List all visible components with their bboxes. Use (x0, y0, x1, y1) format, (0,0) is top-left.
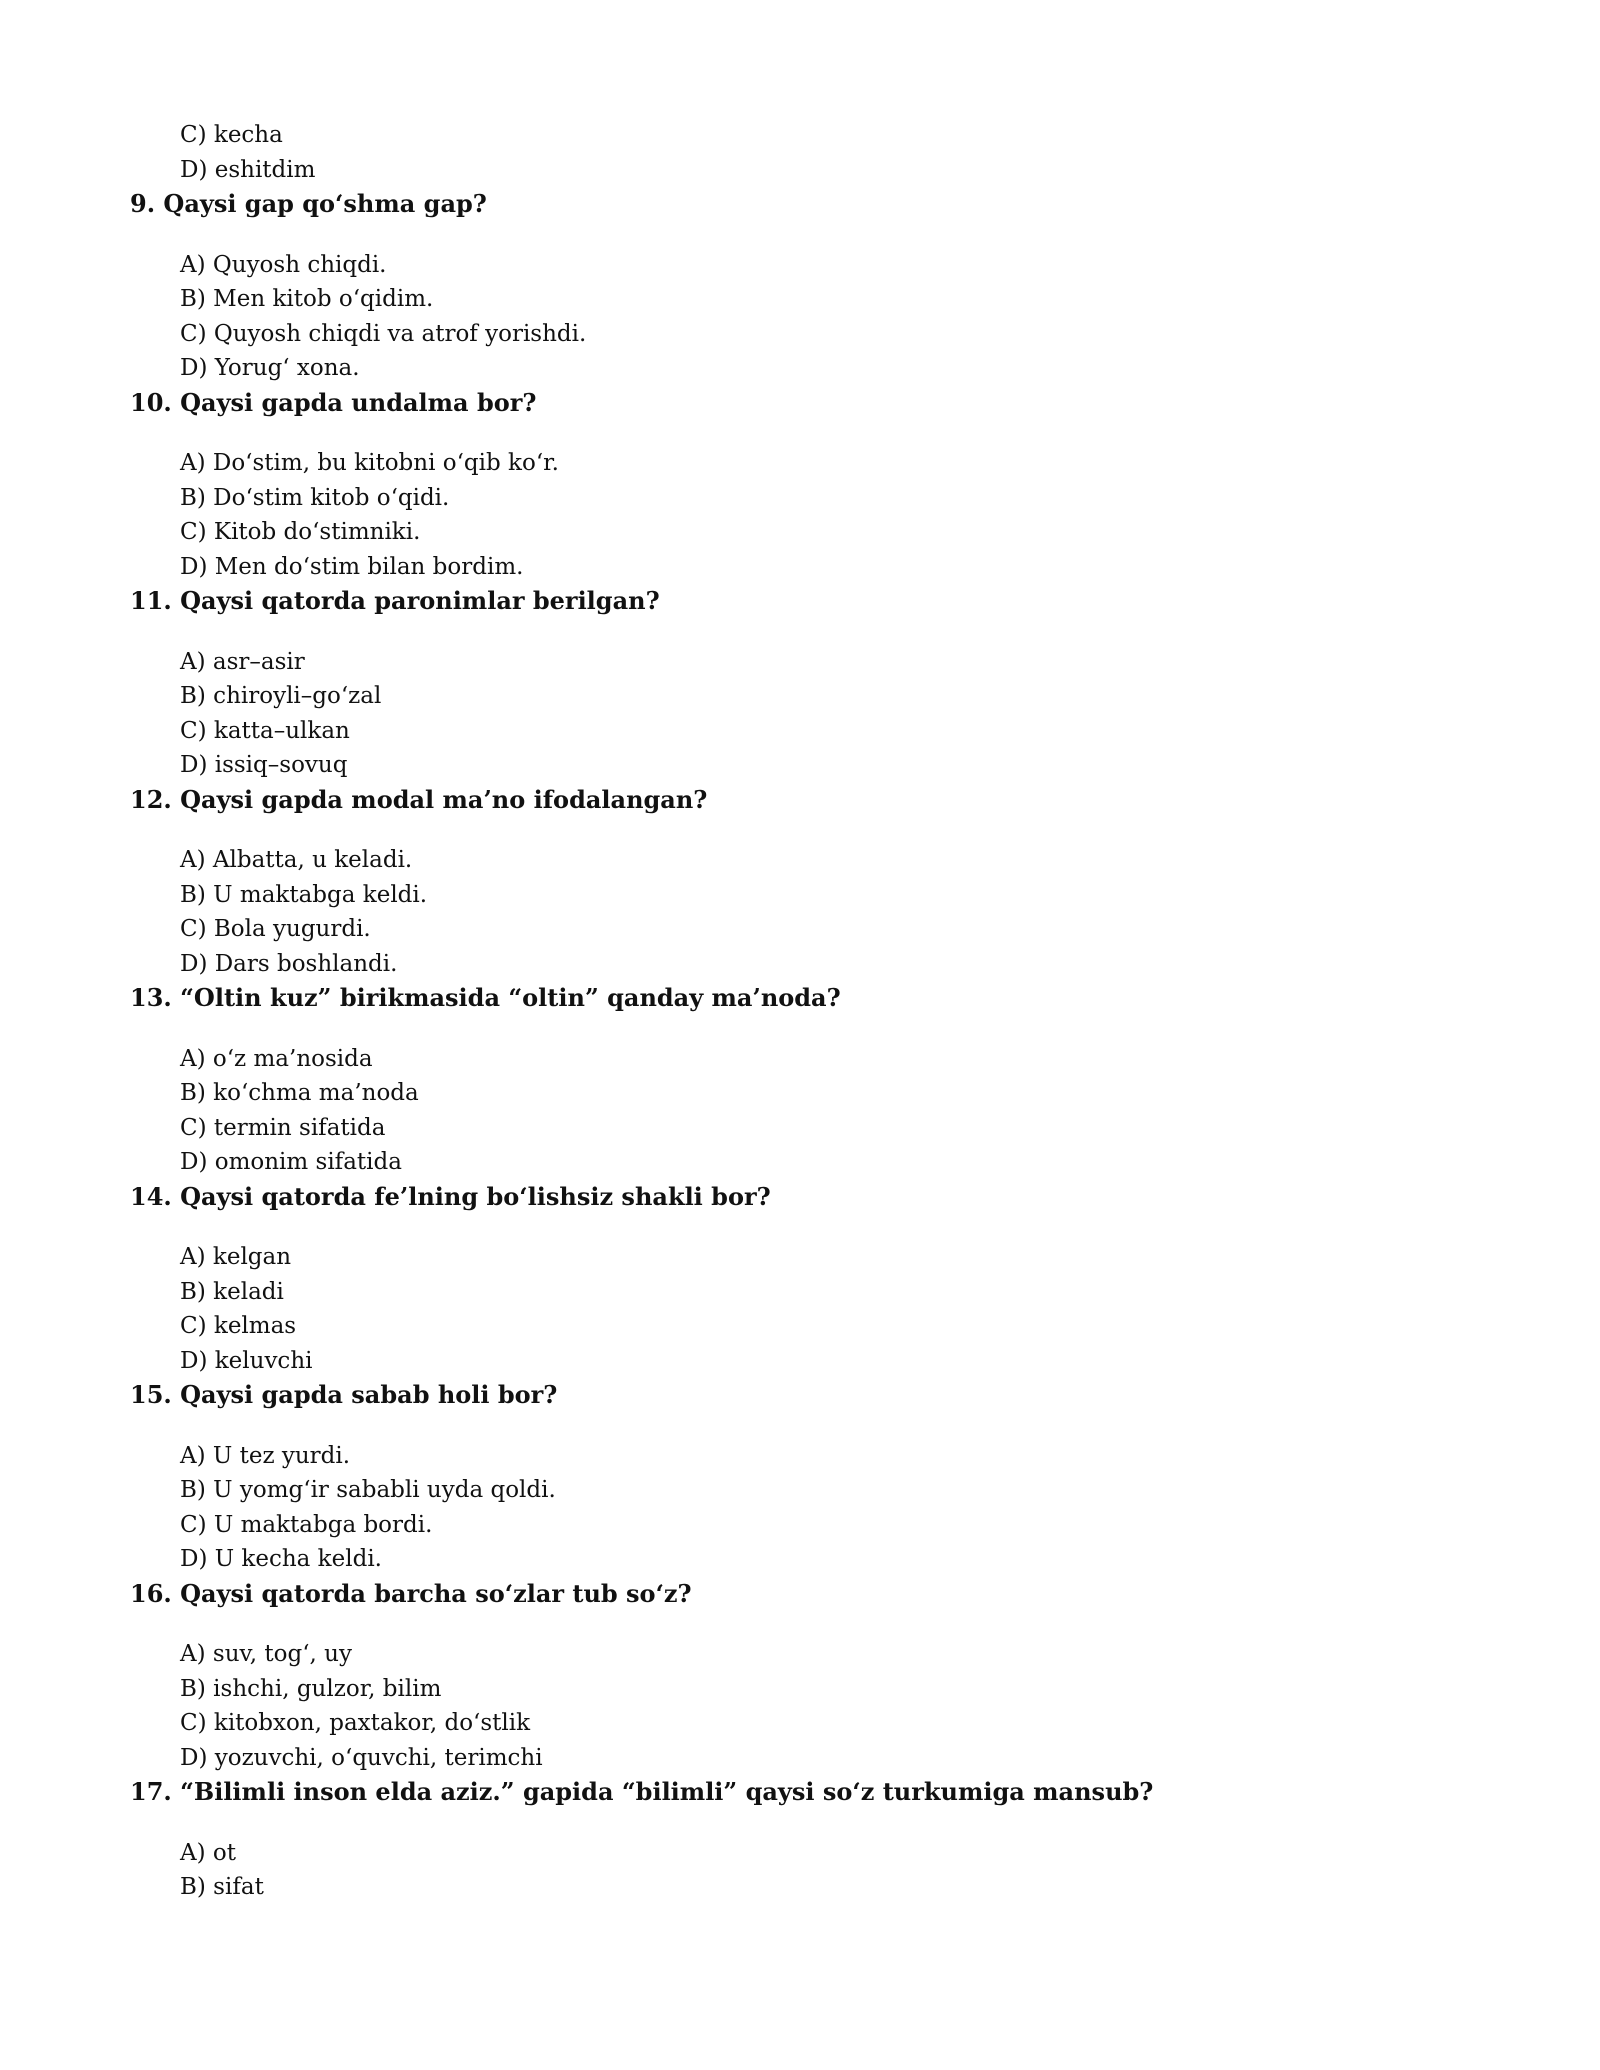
leading-options (130, 118, 1530, 187)
option-d: D) issiq–sovuq (180, 752, 348, 778)
question-13 (130, 981, 1530, 1180)
question-12 (130, 783, 1530, 982)
option-a: A) asr–asir (180, 648, 305, 675)
question-title: 12. Qaysi gapda modal ma’no ifodalangan? (130, 784, 708, 814)
option-a: A) suv, tog‘, uy (180, 1641, 352, 1667)
question-title: 16. Qaysi qatorda barcha so‘zlar tub so‘z? (130, 1578, 692, 1608)
option-a: A) Quyosh chiqdi. (180, 251, 387, 278)
option-b: B) ishchi, gulzor, bilim (180, 1675, 442, 1702)
option-c: C) termin sifatida (180, 1114, 386, 1141)
option-a: A) Albatta, u keladi. (180, 847, 413, 873)
option-a: A) o‘z ma’nosida (180, 1045, 373, 1072)
question-title: 17. “Bilimli inson elda aziz.” gapida “bilimli” qaysi so‘z turkumiga mansub? (130, 1777, 1154, 1806)
option-c: C) katta–ulkan (180, 717, 350, 744)
option-a: A) ot (180, 1839, 236, 1866)
question-16 (130, 1577, 1530, 1776)
question-11 (130, 584, 1530, 783)
option-d: D) yozuvchi, o‘quvchi, terimchi (180, 1744, 543, 1771)
question-title: 10. Qaysi gapda undalma bor? (130, 387, 537, 417)
option-b: B) Do‘stim kitob o‘qidi. (180, 484, 450, 511)
question-title: 11. Qaysi qatorda paronimlar berilgan? (130, 586, 660, 615)
option-c: C) kelmas (180, 1313, 297, 1339)
option-a: A) U tez yurdi. (180, 1442, 351, 1469)
option-c: C) kecha (180, 122, 283, 148)
option-a: A) Do‘stim, bu kitobni o‘qib ko‘r. (180, 450, 559, 476)
option-d: D) Men do‘stim bilan bordim. (180, 553, 524, 580)
option-c: C) Bola yugurdi. (180, 916, 371, 942)
option-d: D) U kecha keldi. (180, 1546, 382, 1572)
question-10 (130, 386, 1530, 585)
option-c: C) kitobxon, paxtakor, do‘stlik (180, 1710, 531, 1736)
option-d: D) Dars boshlandi. (180, 950, 398, 977)
option-d: D) keluvchi (180, 1347, 313, 1374)
question-title: 13. “Oltin kuz” birikmasida “oltin” qanday ma’noda? (130, 983, 841, 1012)
option-b: B) chiroyli–go‘zal (180, 683, 382, 709)
option-b: B) ko‘chma ma’noda (180, 1080, 419, 1106)
question-17 (130, 1775, 1530, 1905)
option-d: D) eshitdim (180, 156, 316, 183)
option-c: C) Kitob do‘stimniki. (180, 519, 421, 545)
question-title: 14. Qaysi qatorda fe’lning bo‘lishsiz shakli bor? (130, 1181, 771, 1211)
option-b: B) Men kitob o‘qidim. (180, 286, 434, 312)
question-title: 9. Qaysi gap qo‘shma gap? (130, 189, 487, 218)
option-b: B) sifat (180, 1874, 264, 1900)
option-b: B) U maktabga keldi. (180, 881, 428, 908)
question-9 (130, 187, 1530, 386)
document-page (130, 118, 1530, 1905)
question-15 (130, 1378, 1530, 1577)
option-c: C) Quyosh chiqdi va atrof yorishdi. (180, 320, 587, 347)
option-b: B) keladi (180, 1278, 284, 1305)
option-b: B) U yomg‘ir sababli uyda qoldi. (180, 1477, 556, 1503)
question-14 (130, 1180, 1530, 1379)
option-a: A) kelgan (180, 1244, 292, 1270)
option-d: D) Yorug‘ xona. (180, 355, 360, 381)
option-c: C) U maktabga bordi. (180, 1511, 433, 1538)
question-title: 15. Qaysi gapda sabab holi bor? (130, 1380, 558, 1409)
option-d: D) omonim sifatida (180, 1149, 402, 1175)
